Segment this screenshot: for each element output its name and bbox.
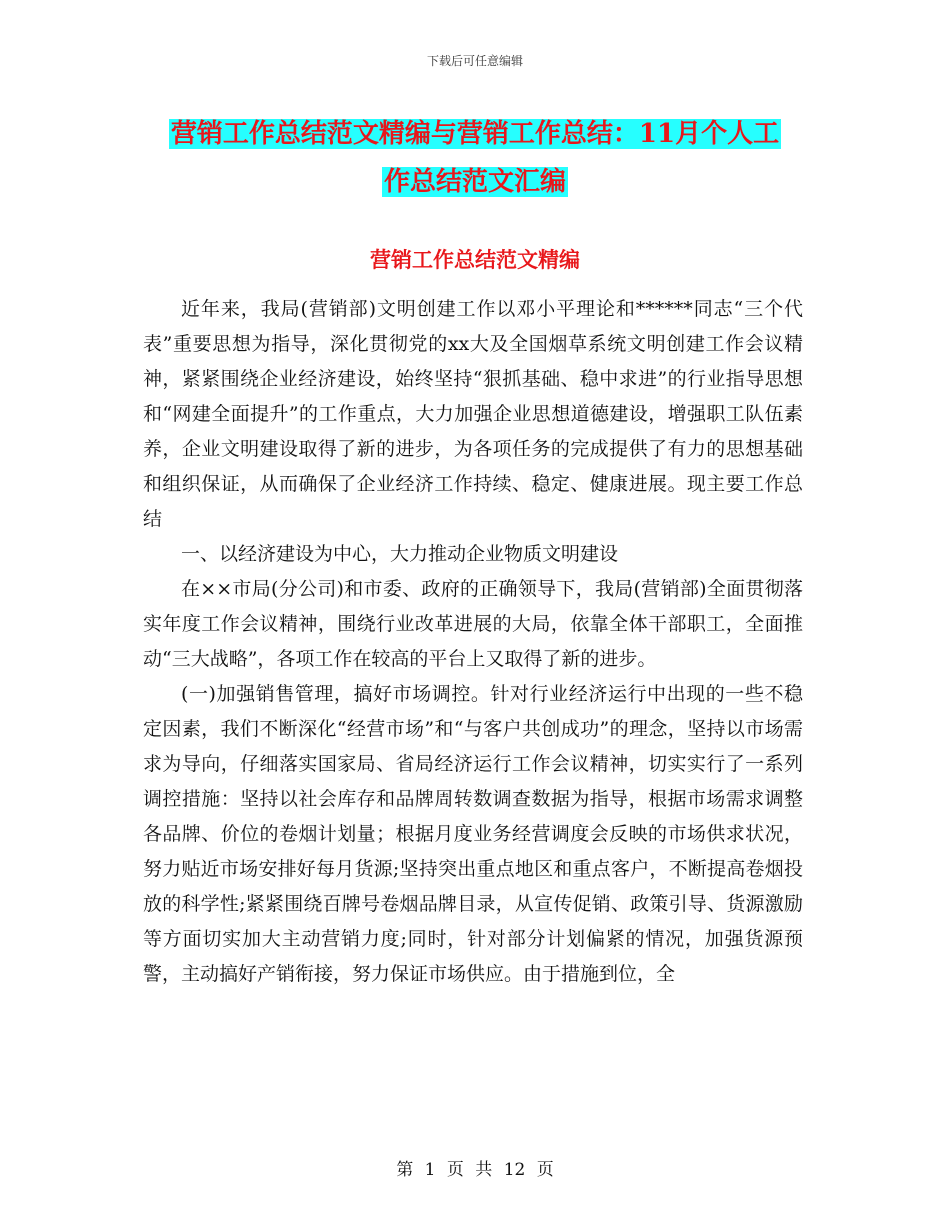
section-title: 营销工作总结范文精编 <box>370 247 580 272</box>
title-line-1: 营销工作总结范文精编与营销工作总结：11月个人工 <box>170 119 780 149</box>
paragraph: 近年来，我局(营销部)文明创建工作以邓小平理论和******同志“三个代表”重要思想为指导，深化贯彻党的xx大及全国烟草系统文明创建工作会议精神，紧紧围绕企业经济建设，始终坚持“狠抓基础、稳中求进”的行业指导思想和“网建全面提升”的工作重点，大力加强企业思想道德建设，增强职工队伍素养，企业文明建设取得了新的进步，为各项任务的完成提供了有力的思想基础和组织保证，从而确保了企业经济工作持续、稳定、健康进展。现主要工作总结 <box>143 298 803 530</box>
paragraph: 在××市局(分公司)和市委、政府的正确领导下，我局(营销部)全面贯彻落实年度工作会议精神，围绕行业改革进展的大局，依靠全体干部职工，全面推动“三大战略”，各项工作在较高的平台上又取得了新的进步。 <box>143 578 803 670</box>
document-body <box>143 292 803 992</box>
page-footer: 第 1 页 共 12 页 <box>396 1160 554 1180</box>
title-line-2: 作总结范文汇编 <box>383 167 566 197</box>
document-title <box>120 110 830 206</box>
paragraph: 一、以经济建设为中心，大力推动企业物质文明建设 <box>181 543 619 565</box>
header-note: 下载后可任意编辑 <box>426 54 523 68</box>
paragraph: (一)加强销售管理，搞好市场调控。针对行业经济运行中出现的一些不稳定因素，我们不断深化“经营市场”和“与客户共创成功”的理念，坚持以市场需求为导向，仔细落实国家局、省局经济运行工作会议精神，切实实行了一系列调控措施：坚持以社会库存和品牌周转数调查数据为指导，根据市场需求调整各品牌、价位的卷烟计划量；根据月度业务经营调度会反映的市场供求状况，努力贴近市场安排好每月货源;坚持突出重点地区和重点客户，不断提高卷烟投放的科学性;紧紧围绕百牌号卷烟品牌目录，从宣传促销、政策引导、货源激励等方面切实加大主动营销力度;同时，针对部分计划偏紧的情况，加强货源预警，主动搞好产销衔接，努力保证市场供应。由于措施到位，全 <box>143 683 803 985</box>
